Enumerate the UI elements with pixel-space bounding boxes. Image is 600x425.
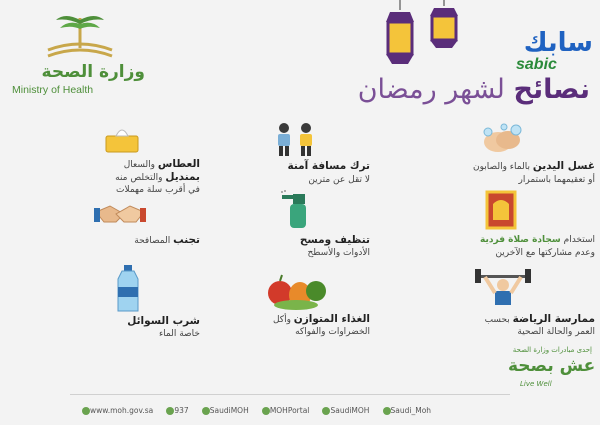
globe-icon <box>82 407 90 415</box>
snapchat-icon <box>383 407 391 415</box>
weightlifter-icon <box>473 265 533 309</box>
tip-clean-title: تنظيف ومسح <box>299 234 370 246</box>
tip-prayer <box>405 190 595 262</box>
footer-youtube[interactable]: SaudiMOH <box>320 406 369 415</box>
tip-exercise-line1: ممارسة الرياضة بحسب <box>484 313 595 325</box>
water-bottle-icon <box>114 265 142 313</box>
footer-website[interactable]: www.moh.gov.sa <box>80 406 153 415</box>
tip-prayer-line2: وعدم مشاركتها مع الآخرين <box>495 248 595 258</box>
footer-snapchat[interactable]: Saudi_Moh <box>381 406 432 415</box>
footer-portal[interactable]: MOHPortal <box>260 406 310 415</box>
tip-distance-line2: لا تقل عن مترين <box>308 175 370 185</box>
footer-divider <box>70 394 510 395</box>
tip-clean <box>220 190 370 262</box>
moh-logo <box>10 10 145 100</box>
twitter-icon <box>202 407 210 415</box>
soap-hands-icon <box>480 122 526 156</box>
live-well-arabic: عش بصحة <box>508 356 596 376</box>
lanterns-icon <box>372 0 472 75</box>
prayer-rug-icon <box>483 190 519 230</box>
footer <box>74 398 534 417</box>
palm-swords-emblem-icon <box>30 10 130 60</box>
tip-exercise-line2: العمر والحالة الصحية <box>517 327 595 337</box>
tip-handwash-line2: أو تعقيمهما باستمرار <box>518 175 595 185</box>
tissue-box-icon <box>102 124 142 154</box>
tip-tissue-line3: في أقرب سلة مهملات <box>116 185 200 195</box>
tip-water <box>60 265 200 345</box>
tip-distance <box>220 122 370 194</box>
tip-tissue-line1: العطاس والسعال <box>123 158 200 170</box>
tip-food <box>220 265 370 345</box>
tip-water-line2: خاصة الماء <box>158 329 200 339</box>
sabic-latin-name: sabic <box>516 56 557 73</box>
tip-handshake <box>60 190 200 262</box>
two-people-icon <box>272 122 318 156</box>
initiative-caption: إحدى مبادرات وزارة الصحة <box>512 346 592 354</box>
moh-arabic-name: وزارة الصحة <box>41 62 145 82</box>
title-strong: نصائح <box>513 74 590 105</box>
fruits-icon <box>264 269 328 311</box>
footer-phone[interactable]: 937 <box>164 406 188 415</box>
live-well-logo <box>508 356 596 394</box>
tip-tissue-line2: بمنديل والتخلص منه <box>115 171 200 183</box>
tip-water-title: شرب السوائل <box>127 315 200 327</box>
tip-food-line2: الخضراوات والفواكه <box>295 327 370 337</box>
live-well-english: Live Well <box>520 380 552 388</box>
handshake-icon <box>94 202 146 230</box>
tip-clean-line2: الأدوات والأسطح <box>307 248 370 258</box>
tip-tissue <box>60 122 200 194</box>
tip-handwash <box>405 122 595 194</box>
title-rest: لشهر رمضان <box>357 74 505 105</box>
spray-bottle-icon <box>280 190 316 230</box>
tip-prayer-line1: استخدام سجادة صلاة فردية <box>480 235 595 245</box>
tip-exercise <box>405 265 595 345</box>
page-title <box>230 74 590 105</box>
footer-twitter[interactable]: SaudiMOH <box>200 406 249 415</box>
tip-food-line1: الغذاء المتوازن وأكل <box>272 313 370 325</box>
moh-english-name: Ministry of Health <box>12 84 94 96</box>
sabic-arabic-name: سابك <box>523 28 593 58</box>
tip-handshake-line1: تجنب المصافحة <box>134 234 200 246</box>
tip-handwash-line1: غسل اليدين بالماء والصابون <box>473 160 595 172</box>
portal-icon <box>262 407 270 415</box>
tip-distance-title: ترك مسافة آمنة <box>287 160 370 172</box>
sabic-logo <box>478 28 593 77</box>
